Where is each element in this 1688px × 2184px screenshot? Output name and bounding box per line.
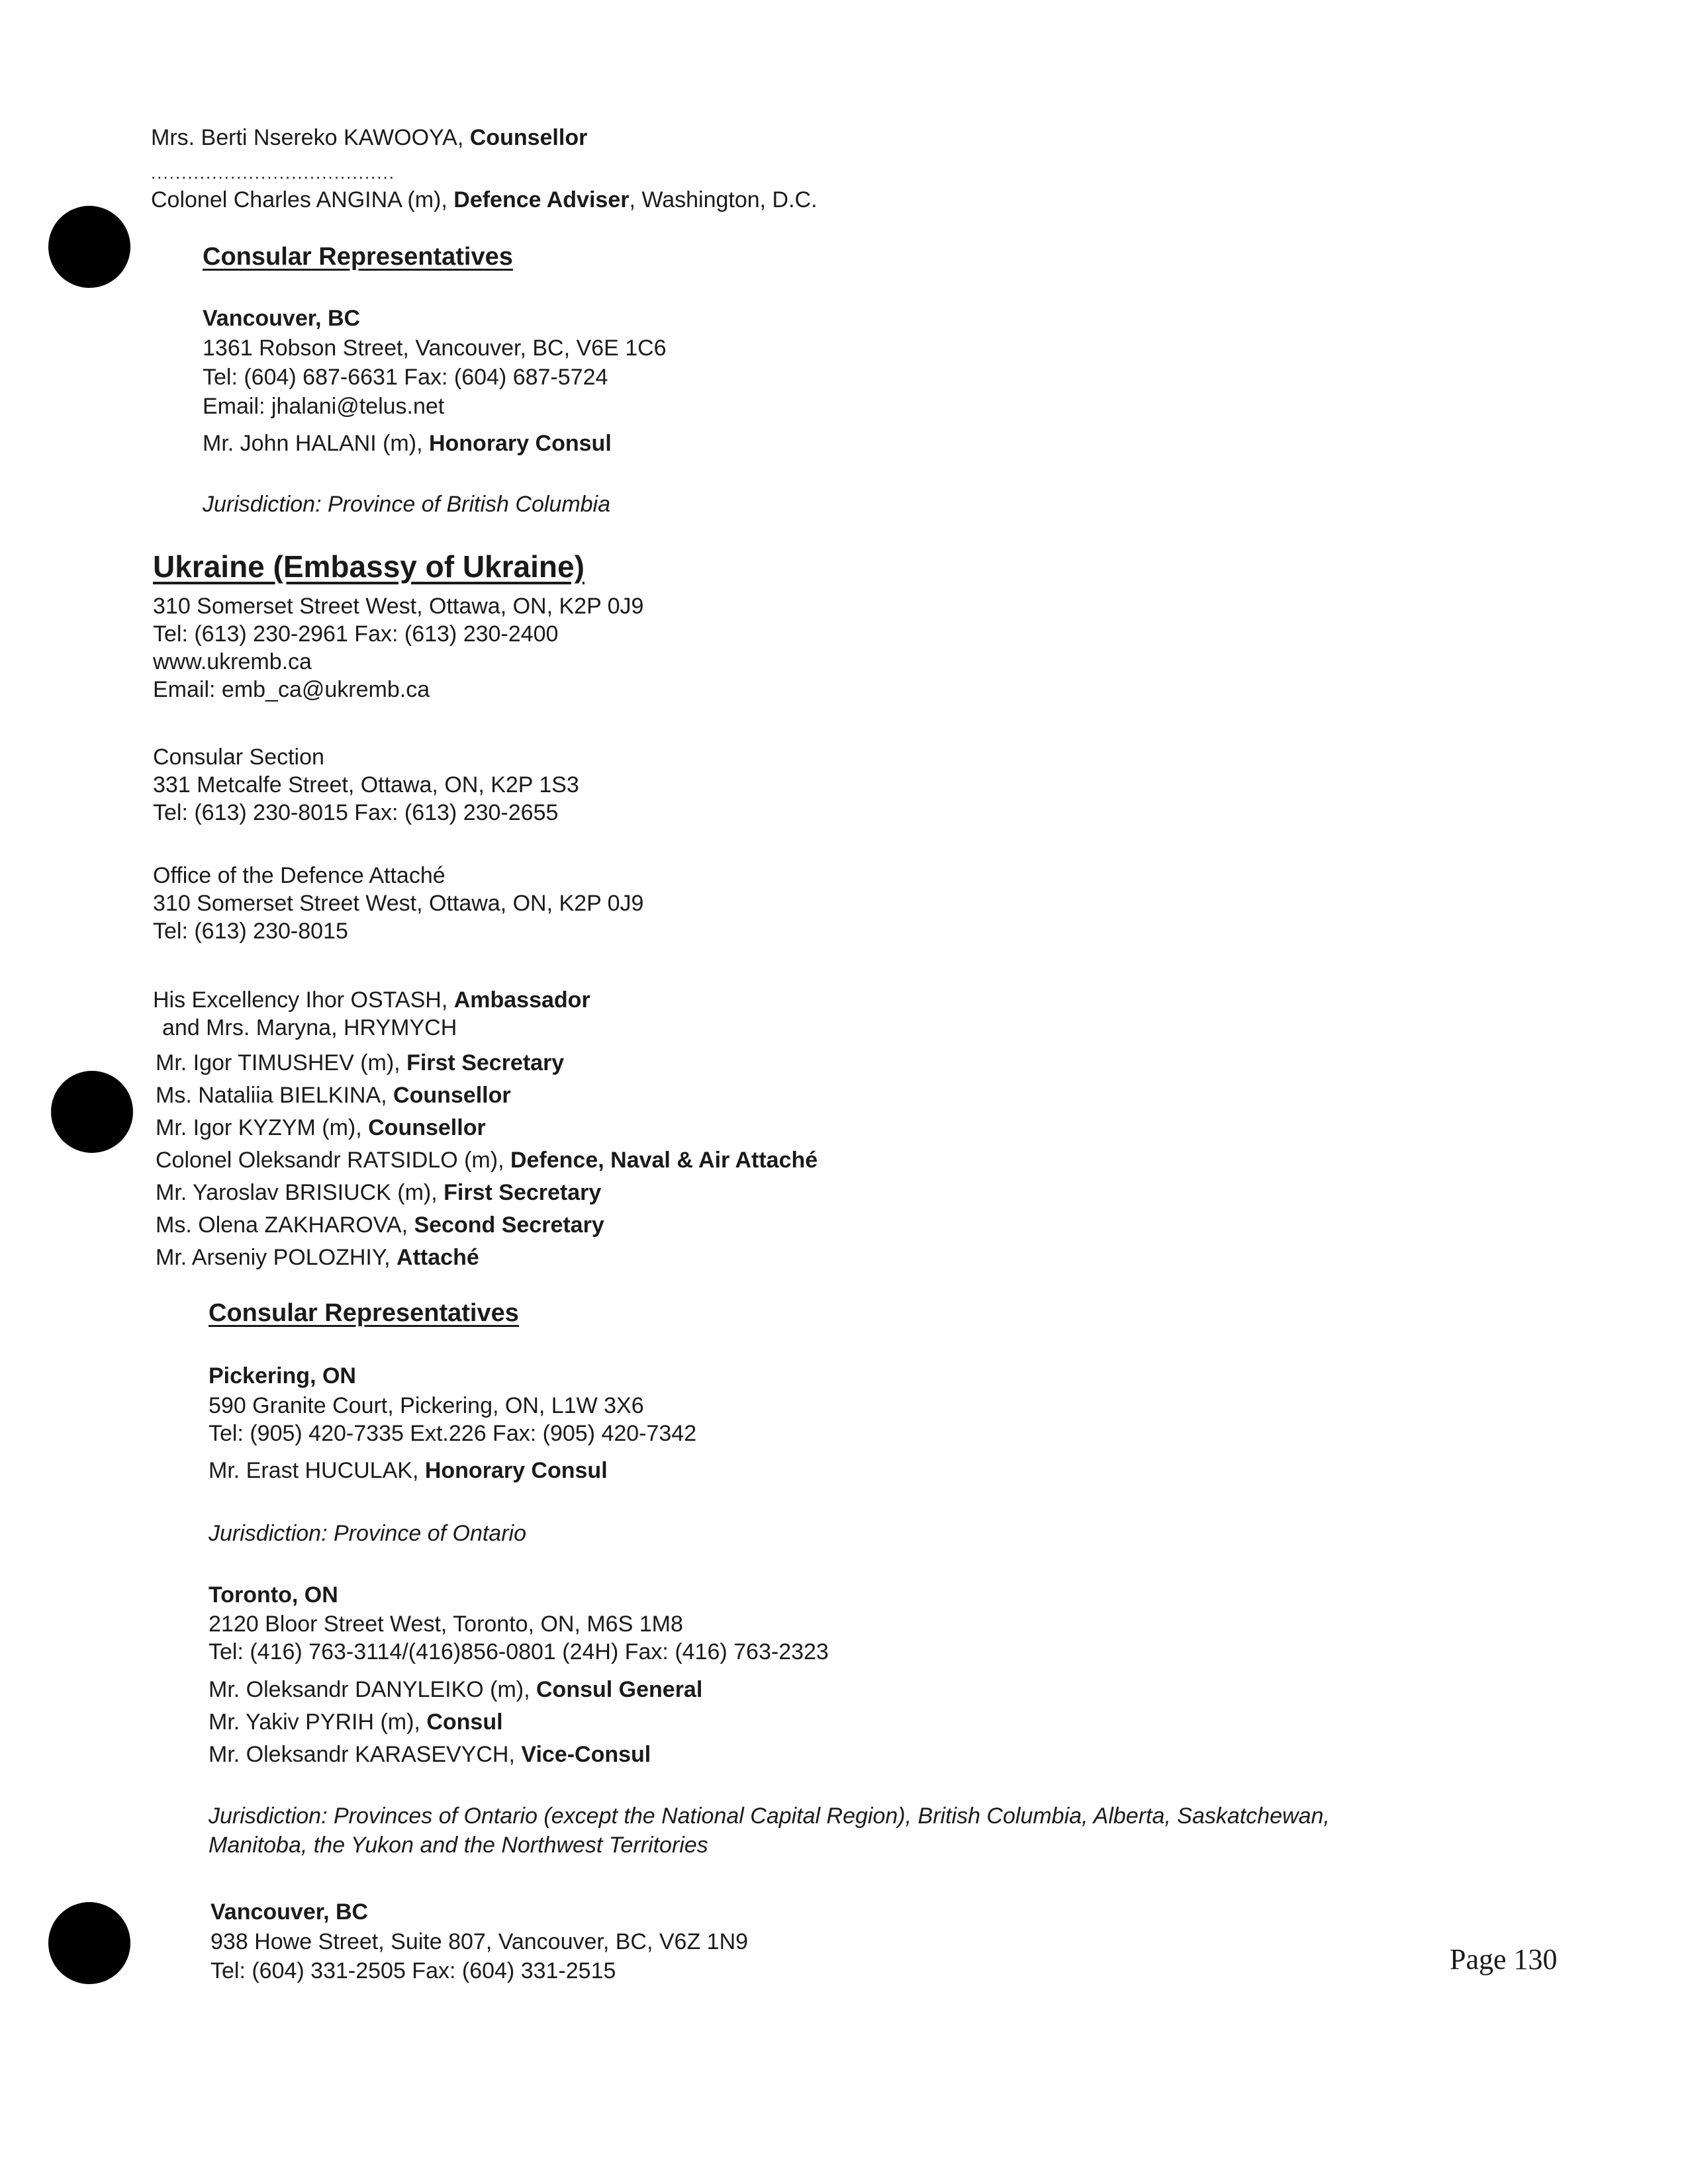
- rep-name: Mr. Oleksandr DANYLEIKO (m),: [209, 1677, 536, 1702]
- jurisdiction: [209, 1802, 1330, 1830]
- staff-entry: [151, 124, 587, 152]
- staff-entry: [156, 1081, 511, 1109]
- consulate-city: Vancouver, BC: [211, 1899, 369, 1925]
- ambassador-spouse: and Mrs. Maryna, HRYMYCH: [162, 1015, 457, 1040]
- jurisdiction-label: Jurisdiction:: [209, 1521, 328, 1546]
- embassy-website: www.ukremb.ca: [153, 649, 312, 674]
- staff-title: Defence Adviser: [453, 187, 630, 212]
- punch-hole-middle: [51, 1071, 133, 1153]
- staff-entry: [156, 1211, 604, 1239]
- jurisdiction: [203, 490, 610, 518]
- rep-title: Honorary Consul: [424, 1458, 608, 1483]
- rep-name: Mr. John HALANI (m),: [203, 431, 429, 456]
- consular-section-label: Consular Section: [153, 745, 324, 770]
- staff-name: Colonel Charles ANGINA (m),: [151, 187, 454, 212]
- embassy-email: Email: emb_ca@ukremb.ca: [153, 677, 430, 702]
- staff-name: Colonel Oleksandr RATSIDLO (m),: [156, 1148, 510, 1173]
- rep-name: Mr. Erast HUCULAK,: [209, 1458, 425, 1483]
- staff-name: Mrs. Berti Nsereko KAWOOYA,: [151, 125, 470, 150]
- jurisdiction-label: Jurisdiction:: [203, 492, 322, 517]
- rep-title: Consul General: [536, 1677, 703, 1702]
- jurisdiction-continued: Manitoba, the Yukon and the Northwest Territories: [209, 1833, 708, 1858]
- section-heading: Consular Representatives: [209, 1299, 519, 1327]
- ambassador-entry: [153, 986, 590, 1014]
- consular-section-phone: Tel: (613) 230-8015 Fax: (613) 230-2655: [153, 800, 559, 825]
- consulate-address: 1361 Robson Street, Vancouver, BC, V6E 1C6: [203, 336, 667, 361]
- staff-title: Counsellor: [469, 125, 588, 150]
- consulate-phone: Tel: (416) 763-3114/(416)856-0801 (24H) Fax: (416) 763-2323: [209, 1639, 829, 1664]
- staff-title: First Secretary: [444, 1180, 602, 1205]
- consulate-address: 938 Howe Street, Suite 807, Vancouver, BC, V6Z 1N9: [211, 1929, 749, 1954]
- staff-title: Defence, Naval & Air Attaché: [510, 1148, 818, 1173]
- staff-title: Counsellor: [368, 1115, 486, 1140]
- staff-name: Mr. Igor KYZYM (m),: [156, 1115, 369, 1140]
- consulate-city: Pickering, ON: [209, 1363, 356, 1388]
- jurisdiction-text: Province of Ontario: [327, 1521, 526, 1546]
- rep-title: Consul: [426, 1709, 503, 1735]
- punch-hole-top: [48, 206, 130, 288]
- rep-name: Mr. Yakiv PYRIH (m),: [209, 1709, 427, 1735]
- ambassador-name: His Excellency Ihor OSTASH,: [153, 987, 454, 1013]
- rep-title: Vice-Consul: [521, 1742, 651, 1767]
- section-heading: Consular Representatives: [203, 243, 513, 271]
- consulate-address: 2120 Bloor Street West, Toronto, ON, M6S 1M8: [209, 1612, 683, 1637]
- embassy-address: 310 Somerset Street West, Ottawa, ON, K2P 0J9: [153, 594, 644, 619]
- staff-title: Attaché: [397, 1245, 479, 1270]
- consular-rep: [203, 430, 612, 457]
- staff-title: First Secretary: [406, 1050, 565, 1075]
- staff-name: Mr. Arseniy POLOZHIY,: [156, 1245, 397, 1270]
- consulate-email: Email: jhalani@telus.net: [203, 394, 445, 419]
- staff-title: Counsellor: [393, 1083, 511, 1108]
- defence-office-phone: Tel: (613) 230-8015: [153, 919, 348, 944]
- consular-rep: [209, 1708, 503, 1736]
- staff-name: Ms. Nataliia BIELKINA,: [156, 1083, 394, 1108]
- staff-title: Second Secretary: [414, 1212, 604, 1238]
- staff-entry: [156, 1049, 564, 1077]
- staff-location: , Washington, D.C.: [629, 187, 818, 212]
- dotted-separator: ........................................: [151, 163, 395, 183]
- consulate-phone: Tel: (905) 420-7335 Ext.226 Fax: (905) 420-7342: [209, 1421, 697, 1446]
- jurisdiction-label: Jurisdiction:: [209, 1803, 328, 1829]
- consular-section-address: 331 Metcalfe Street, Ottawa, ON, K2P 1S3: [153, 772, 579, 797]
- jurisdiction: [209, 1520, 526, 1547]
- staff-entry: [156, 1146, 818, 1174]
- consulate-city: Toronto, ON: [209, 1582, 338, 1608]
- ambassador-title: Ambassador: [453, 987, 590, 1013]
- rep-name: Mr. Oleksandr KARASEVYCH,: [209, 1742, 522, 1767]
- staff-name: Mr. Yaroslav BRISIUCK (m),: [156, 1180, 444, 1205]
- staff-entry: [156, 1179, 601, 1206]
- embassy-phone: Tel: (613) 230-2961 Fax: (613) 230-2400: [153, 621, 559, 647]
- staff-entry: [151, 186, 818, 214]
- page-number: Page 130: [1450, 1943, 1558, 1976]
- jurisdiction-text: Province of British Columbia: [321, 492, 611, 517]
- consulate-phone: Tel: (604) 687-6631 Fax: (604) 687-5724: [203, 365, 608, 390]
- consulate-city: Vancouver, BC: [203, 306, 361, 331]
- jurisdiction-text: Provinces of Ontario (except the National Capital Region), British Columbia, Alberta, Saskatchewan,: [327, 1803, 1330, 1829]
- staff-name: Ms. Olena ZAKHAROVA,: [156, 1212, 414, 1238]
- consulate-phone: Tel: (604) 331-2505 Fax: (604) 331-2515: [211, 1958, 616, 1983]
- consular-rep: [209, 1676, 702, 1704]
- staff-entry: [156, 1244, 479, 1271]
- staff-name: Mr. Igor TIMUSHEV (m),: [156, 1050, 407, 1075]
- rep-title: Honorary Consul: [428, 431, 612, 456]
- country-heading: Ukraine (Embassy of Ukraine): [153, 549, 585, 584]
- defence-office-label: Office of the Defence Attaché: [153, 863, 445, 888]
- staff-entry: [156, 1114, 486, 1142]
- consular-rep: [209, 1741, 651, 1768]
- consulate-address: 590 Granite Court, Pickering, ON, L1W 3X6: [209, 1393, 644, 1418]
- consular-rep: [209, 1457, 608, 1484]
- defence-office-address: 310 Somerset Street West, Ottawa, ON, K2P 0J9: [153, 891, 644, 916]
- punch-hole-bottom: [48, 1902, 130, 1984]
